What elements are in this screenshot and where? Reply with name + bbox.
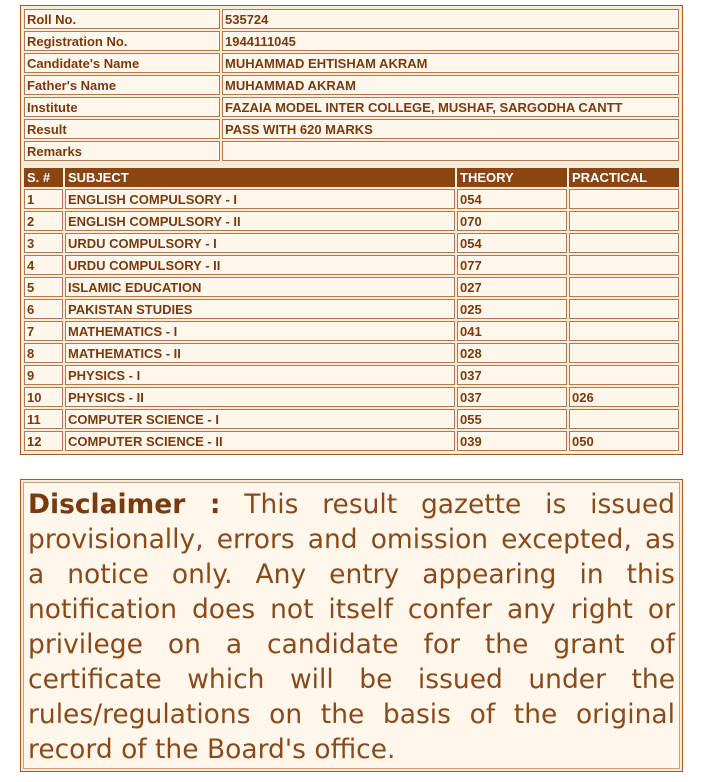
info-value [222, 141, 679, 161]
marks-cell-sno: 12 [24, 431, 63, 451]
info-row [24, 97, 679, 117]
info-row [24, 53, 679, 73]
marks-cell-theory: 070 [457, 211, 567, 231]
info-value: MUHAMMAD AKRAM [222, 75, 679, 95]
marks-cell-subject: ENGLISH COMPULSORY - I [65, 189, 455, 209]
disclaimer-paragraph [28, 487, 675, 767]
marks-cell-sno: 6 [24, 299, 63, 319]
header-subject: SUBJECT [65, 168, 455, 187]
info-value: 1944111045 [222, 31, 679, 51]
marks-cell-theory: 037 [457, 365, 567, 385]
info-value: MUHAMMAD EHTISHAM AKRAM [222, 53, 679, 73]
marks-cell-practical [569, 233, 679, 253]
marks-cell-practical [569, 189, 679, 209]
marks-cell-theory: 041 [457, 321, 567, 341]
marks-cell-practical [569, 277, 679, 297]
header-sno: S. # [24, 168, 63, 187]
marks-cell-subject: URDU COMPULSORY - I [65, 233, 455, 253]
info-row [24, 75, 679, 95]
marks-cell-practical [569, 255, 679, 275]
disclaimer-box [20, 479, 683, 772]
marks-row [24, 321, 679, 341]
marks-cell-practical: 026 [569, 387, 679, 407]
info-row [24, 31, 679, 51]
marks-cell-theory: 028 [457, 343, 567, 363]
info-row [24, 9, 679, 29]
marks-cell-subject: MATHEMATICS - I [65, 321, 455, 341]
info-label: Roll No. [24, 9, 220, 29]
info-label: Candidate's Name [24, 53, 220, 73]
marks-cell-sno: 5 [24, 277, 63, 297]
marks-cell-sno: 2 [24, 211, 63, 231]
marks-cell-sno: 4 [24, 255, 63, 275]
marks-cell-practical [569, 211, 679, 231]
marks-cell-practical [569, 409, 679, 429]
marks-cell-subject: PHYSICS - I [65, 365, 455, 385]
marks-row [24, 343, 679, 363]
marks-row [24, 255, 679, 275]
disclaimer-body: This result gazette is issued provisionally, errors and omission excepted, as a notice only. Any entry appearing in this notification does not itself confer any right or privilege on a candidate for the grant of certificate which will be issued under the rules/regulations on the basis of the original record of the Board's office. [28, 489, 675, 765]
marks-cell-subject: PHYSICS - II [65, 387, 455, 407]
marks-row [24, 299, 679, 319]
marks-cell-sno: 9 [24, 365, 63, 385]
marks-cell-practical [569, 343, 679, 363]
info-label: Result [24, 119, 220, 139]
info-row [24, 119, 679, 139]
marks-cell-theory: 055 [457, 409, 567, 429]
marks-row [24, 409, 679, 429]
marks-row [24, 277, 679, 297]
header-practical: PRACTICAL [569, 168, 679, 187]
info-label: Institute [24, 97, 220, 117]
disclaimer-inner [23, 482, 680, 769]
marks-cell-subject: PAKISTAN STUDIES [65, 299, 455, 319]
info-value: FAZAIA MODEL INTER COLLEGE, MUSHAF, SARGODHA CANTT [222, 97, 679, 117]
info-row [24, 141, 679, 161]
marks-cell-practical [569, 299, 679, 319]
marks-cell-subject: URDU COMPULSORY - II [65, 255, 455, 275]
marks-cell-sno: 3 [24, 233, 63, 253]
marks-cell-sno: 8 [24, 343, 63, 363]
marks-cell-sno: 11 [24, 409, 63, 429]
candidate-info-table [22, 7, 681, 163]
marks-row [24, 211, 679, 231]
info-value: 535724 [222, 9, 679, 29]
info-label: Father's Name [24, 75, 220, 95]
marks-header-row [24, 168, 679, 187]
info-value: PASS WITH 620 MARKS [222, 119, 679, 139]
marks-cell-subject: ISLAMIC EDUCATION [65, 277, 455, 297]
marks-cell-subject: COMPUTER SCIENCE - II [65, 431, 455, 451]
marks-cell-sno: 10 [24, 387, 63, 407]
marks-cell-theory: 027 [457, 277, 567, 297]
marks-table [22, 166, 681, 453]
marks-cell-theory: 037 [457, 387, 567, 407]
disclaimer-label: Disclaimer : [28, 489, 221, 520]
marks-row [24, 233, 679, 253]
marks-cell-theory: 039 [457, 431, 567, 451]
marks-cell-subject: MATHEMATICS - II [65, 343, 455, 363]
marks-cell-theory: 077 [457, 255, 567, 275]
marks-row [24, 189, 679, 209]
marks-cell-practical [569, 365, 679, 385]
info-label: Registration No. [24, 31, 220, 51]
marks-cell-sno: 7 [24, 321, 63, 341]
header-theory: THEORY [457, 168, 567, 187]
marks-row [24, 387, 679, 407]
result-card [20, 5, 683, 455]
marks-cell-practical [569, 321, 679, 341]
marks-row [24, 431, 679, 451]
marks-cell-practical: 050 [569, 431, 679, 451]
marks-cell-subject: ENGLISH COMPULSORY - II [65, 211, 455, 231]
marks-cell-theory: 025 [457, 299, 567, 319]
marks-row [24, 365, 679, 385]
marks-cell-theory: 054 [457, 189, 567, 209]
marks-cell-subject: COMPUTER SCIENCE - I [65, 409, 455, 429]
marks-cell-theory: 054 [457, 233, 567, 253]
info-label: Remarks [24, 141, 220, 161]
marks-cell-sno: 1 [24, 189, 63, 209]
